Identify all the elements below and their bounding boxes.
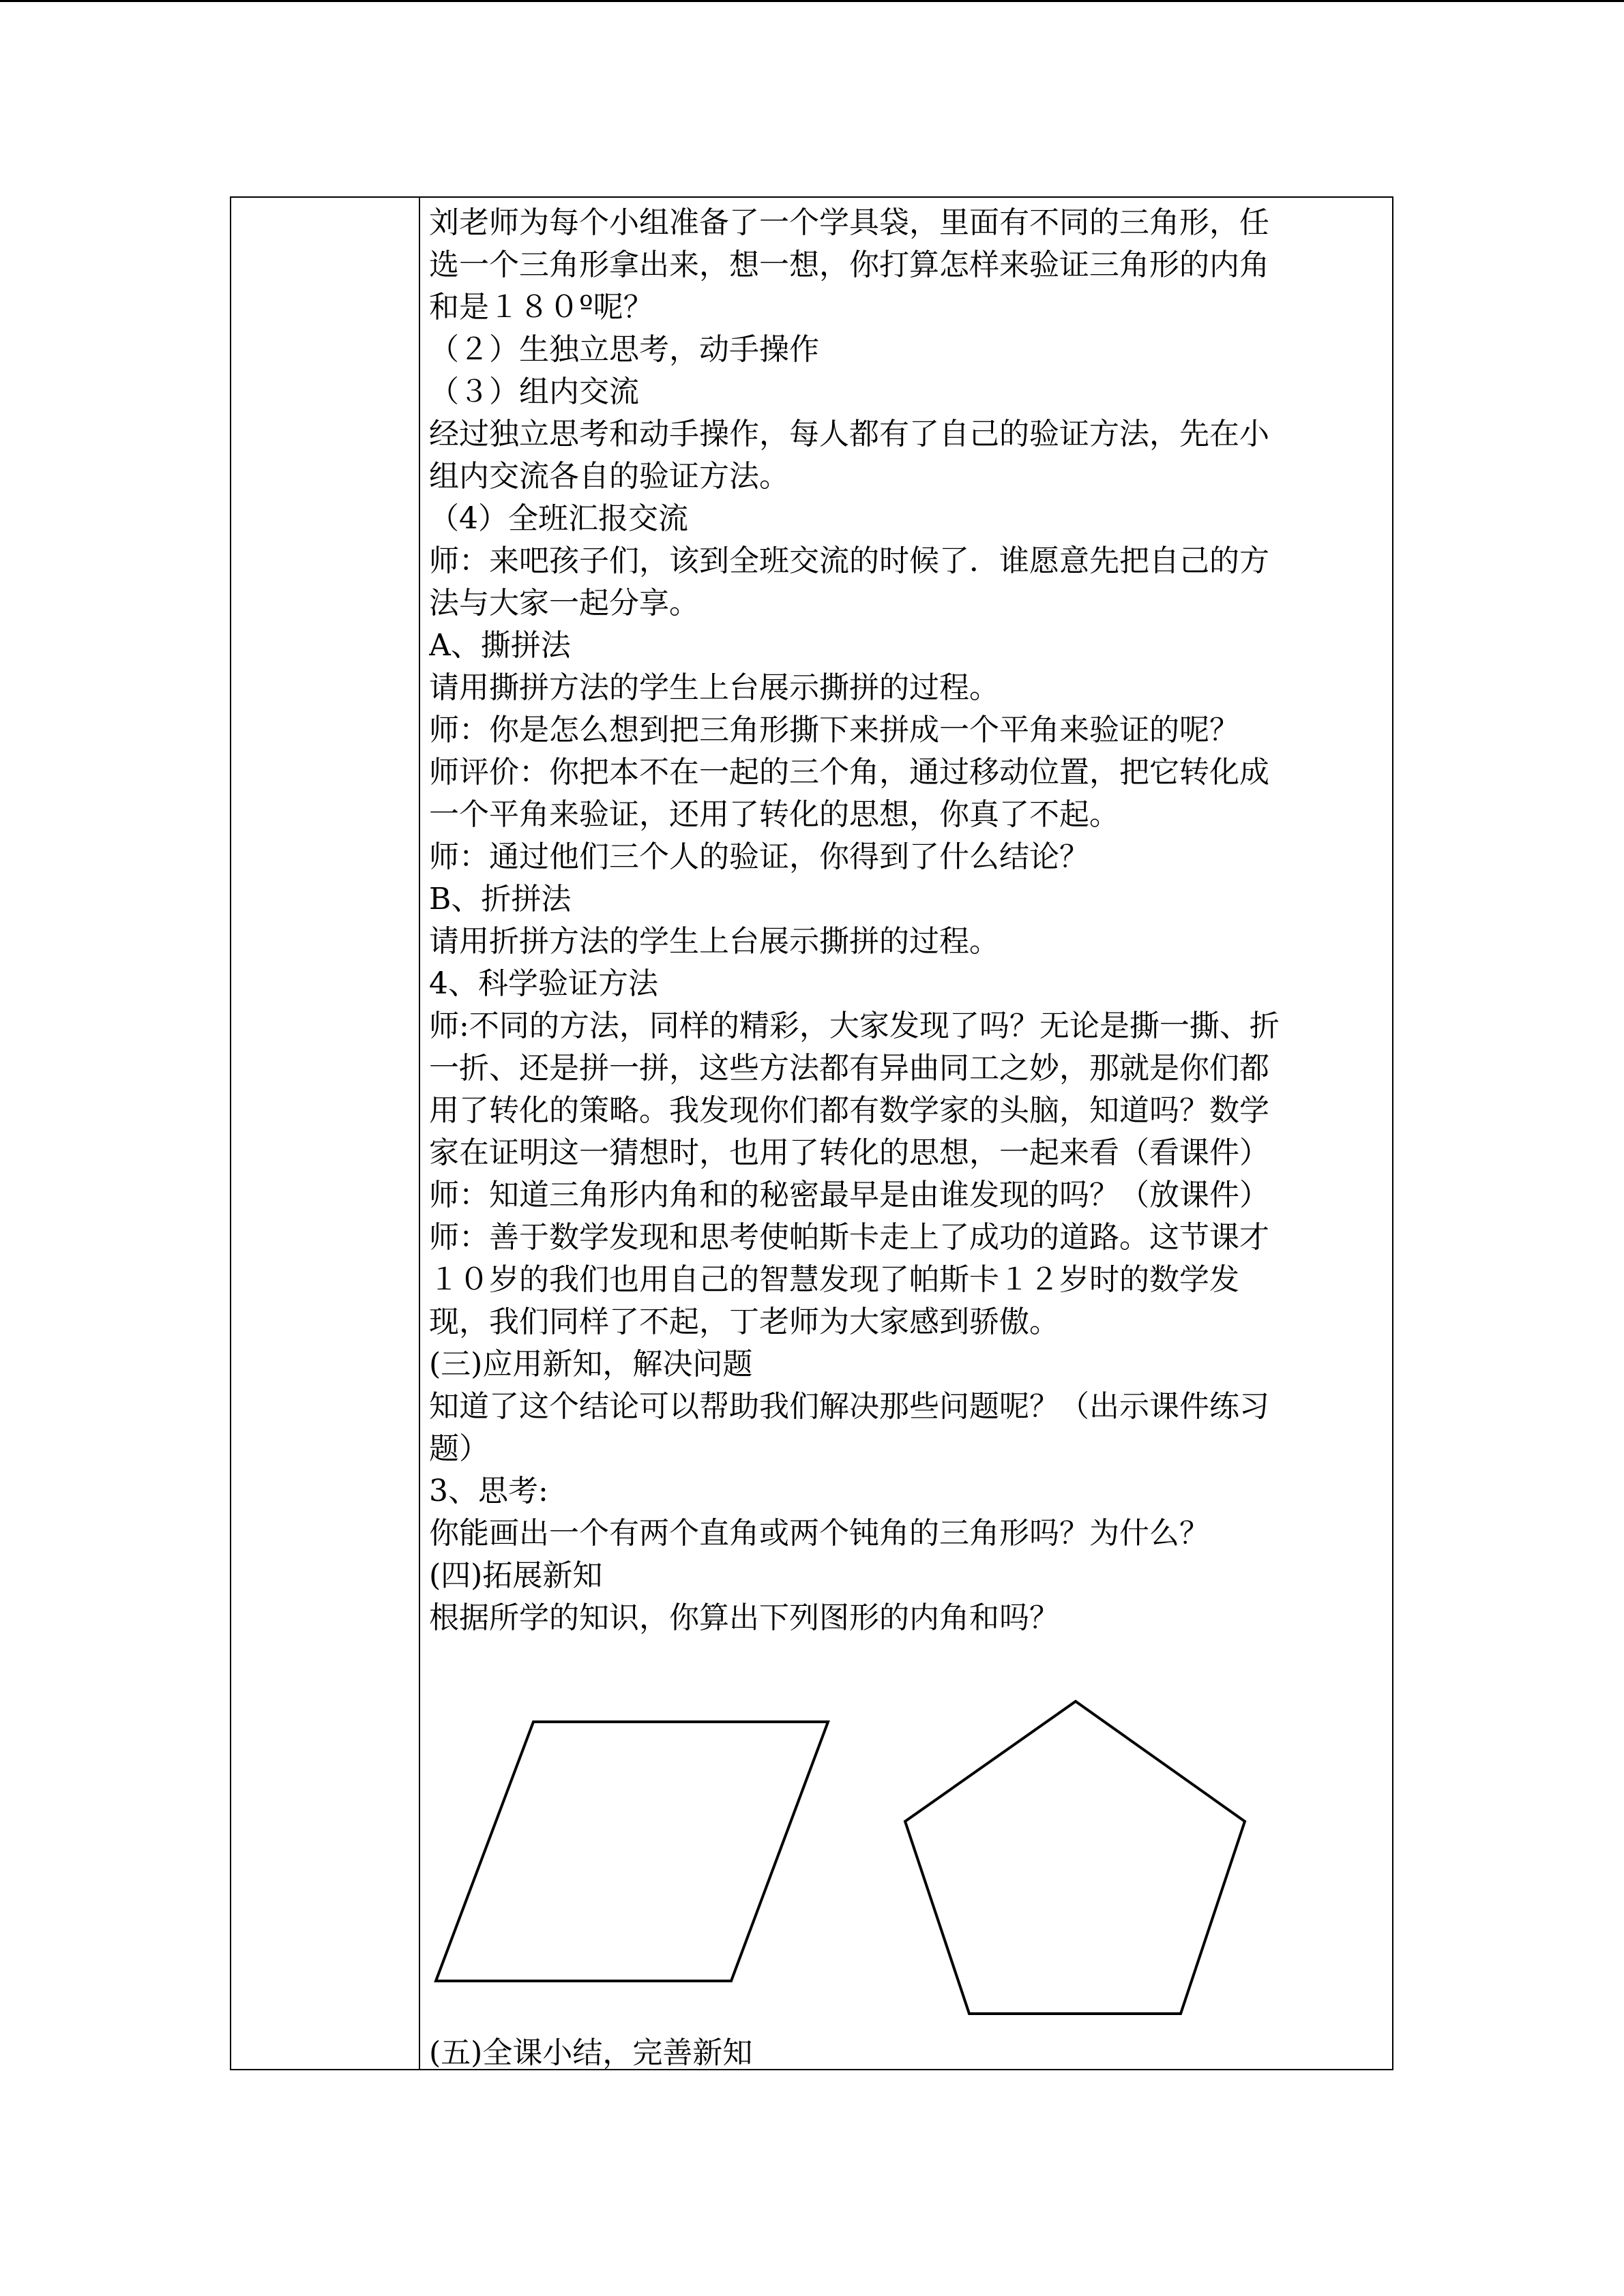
content-line: （4）全班汇报交流 <box>429 501 688 536</box>
content-line: 请用折拼方法的学生上台展示撕拼的过程。 <box>429 924 999 959</box>
content-line: （２）生独立思考，动手操作 <box>429 332 819 367</box>
content-line: 4、科学验证方法 <box>429 966 658 1001</box>
content-line: 现，我们同样了不起，丁老师为大家感到骄傲。 <box>429 1304 1059 1339</box>
content-line: 选一个三角形拿出来，想一想，你打算怎样来验证三角形的内角 <box>429 248 1269 282</box>
figures-area <box>429 1691 1377 2018</box>
content-line: 一个平角来验证，还用了转化的思想，你真了不起。 <box>429 797 1119 832</box>
content-line: B、折拼法 <box>429 882 572 916</box>
content-line: 师：你是怎么想到把三角形撕下来拼成一个平角来验证的呢？ <box>429 713 1239 747</box>
content-line: 你能画出一个有两个直角或两个钝角的三角形吗？为什么？ <box>429 1516 1209 1551</box>
content-line: 师：通过他们三个人的验证，你得到了什么结论？ <box>429 839 1089 874</box>
content-line: 题） <box>429 1431 489 1466</box>
content-line: １０岁的我们也用自己的智慧发现了帕斯卡１２岁时的数学发 <box>429 1262 1239 1297</box>
content-line: 师：善于数学发现和思考使帕斯卡走上了成功的道路。这节课才 <box>429 1220 1269 1255</box>
lesson-plan-table <box>230 196 1393 2070</box>
content-line: (三)应用新知，解决问题 <box>429 1347 753 1382</box>
content-line: 师评价：你把本不在一起的三个角，通过移动位置，把它转化成 <box>429 755 1269 790</box>
content-line: 组内交流各自的验证方法。 <box>429 459 789 494</box>
content-line: （３）组内交流 <box>429 374 639 409</box>
content-line: 和是１８０º呢？ <box>429 290 653 325</box>
content-line: A、撕拼法 <box>429 628 571 663</box>
column-divider <box>419 198 420 2069</box>
content-line: 经过独立思考和动手操作，每人都有了自己的验证方法，先在小 <box>429 417 1269 451</box>
content-line: 师:不同的方法，同样的精彩，大家发现了吗？无论是撕一撕、折 <box>429 1009 1280 1043</box>
content-line: 法与大家一起分享。 <box>429 586 699 621</box>
content-lines <box>429 202 1377 1639</box>
content-line: 师：知道三角形内角和的秘密最早是由谁发现的吗？（放课件） <box>429 1178 1269 1212</box>
content-line: 用了转化的策略。我发现你们都有数学家的头脑，知道吗？数学 <box>429 1093 1269 1128</box>
lesson-content-cell <box>429 198 1377 2069</box>
content-line: 家在证明这一猜想时，也用了转化的思想，一起来看（看课件） <box>429 1135 1269 1170</box>
left-label-cell <box>231 198 419 2069</box>
top-rule <box>0 0 1624 2</box>
content-line: 请用撕拼方法的学生上台展示撕拼的过程。 <box>429 670 999 705</box>
figures-svg <box>429 1691 1377 2018</box>
parallelogram-figure <box>436 1722 828 1981</box>
content-line: 3、思考: <box>429 1474 548 1508</box>
content-line: 一折、还是拼一拼，这些方法都有异曲同工之妙，那就是你们都 <box>429 1051 1269 1086</box>
content-line: 刘老师为每个小组准备了一个学具袋，里面有不同的三角形，任 <box>429 205 1269 240</box>
content-line: 师：来吧孩子们，该到全班交流的时候了．谁愿意先把自己的方 <box>429 543 1269 578</box>
content-line: 根据所学的知识，你算出下列图形的内角和吗？ <box>429 1600 1059 1635</box>
summary-line: (五)全课小结，完善新知 <box>429 2036 753 2070</box>
content-line: (四)拓展新知 <box>429 1558 603 1593</box>
pentagon-figure <box>905 1701 1245 2014</box>
content-line: 知道了这个结论可以帮助我们解决那些问题呢？（出示课件练习 <box>429 1389 1269 1424</box>
